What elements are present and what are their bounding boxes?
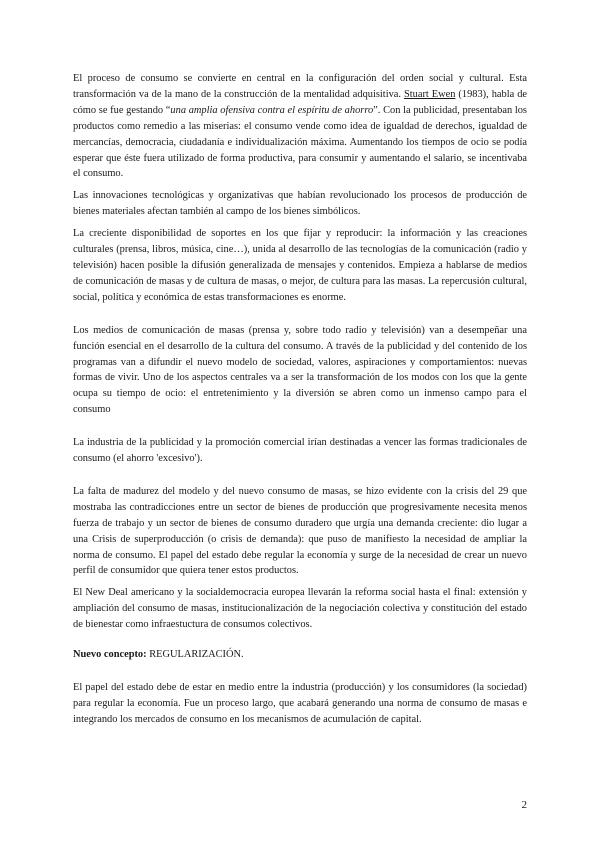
new-concept-line (73, 647, 527, 663)
paragraph-text: El proceso de consumo se convierte en central en la configuración del orden social y cultural. Esta transformación va de la mano de la construcción de la mentalidad adquisitiva. (73, 73, 527, 100)
paragraph-crisis-29: La falta de madurez del modelo y del nuevo consumo de masas, se hizo evidente con la crisis del 29 que mostraba las contradicciones entre un sector de bienes de producción que progresivamente necesita menos fuerza de trabajo y un sector de bienes de consumo duradero que urgía una demanda creciente: dio lugar a una Crisis de superproducción (o crisis de demanda): que puso de manifiesto la necesidad de ampliar la norma de consumo. El papel del estado debe regular la economía y surge de la necesidad de crear un nuevo perfil de consumidor que quiera tener estos productos. (73, 485, 527, 577)
italic-quote: una amplia ofensiva contra el espíritu de ahorro (170, 104, 374, 116)
paragraph-advertising-industry: La industria de la publicidad y la promoción comercial irían destinadas a vencer las formas tradicionales de consumo (el ahorro 'excesivo'). (73, 437, 527, 465)
paragraph-text: (1983), habla de cómo se fue gestando “ (73, 88, 527, 116)
paragraph-consumption-process (73, 71, 527, 182)
paragraph-innovations: Las innovaciones tecnológicas y organizativas que habían revolucionado los procesos de producción de bienes materiales afectan también al campo de los bienes simbólicos. (73, 190, 527, 218)
document-body (73, 71, 527, 728)
page-number: 2 (521, 799, 527, 811)
paragraph-new-deal: El New Deal americano y la socialdemocracia europea llevarán la reforma social hasta el final: extensión y ampliación del consumo de masas, institucionalización de la negociación colectiva y constitución del estado de bienestar como infraestuctura de consumos colectivos. (73, 587, 527, 631)
concept-label: Nuevo concepto: (73, 649, 147, 661)
paragraph-state-role: El papel del estado debe de estar en medio entre la industria (producción) y los consumidores (la sociedad) para regular la economía. Fue un proceso largo, que acabará generando una norma de consumo de masas e integrando los mercados de consumo en los mecanismos de acumulación de capital. (73, 682, 527, 725)
concept-value: REGULARIZACIÓN. (146, 649, 244, 661)
paragraph-media-supports: La creciente disponibilidad de soportes en los que fijar y reproducir: la información y las creaciones culturales (prensa, libros, música, cine…), unida al desarrollo de las tecnologías de la comunicación (radio y televisión) hacen posible la difusión generalizada de mensajes y contenidos. Empieza a hablarse de medios de comunicación de masas y de cultura de masas, o mejor, de cultura para las masas. La repercusión cultural, social, política y económica de estas transformaciones es enorme. (73, 228, 527, 303)
author-reference: Stuart Ewen (403, 88, 456, 100)
paragraph-mass-media: Los medios de comunicación de masas (prensa y, sobre todo radio y televisión) van a desempeñar una función esencial en el desarrollo de la cultura del consumo. A través de la publicidad y del contenido de los programas van a difundir el nuevo modelo de sociedad, valores, aspiraciones y comportamientos: nuevas formas de vivir. Uno de los aspectos centrales va a ser la transformación de los modos con los que la gente ocupa su tiempo de ocio: el entretenimiento y la diversión se abren como un inmenso campo para el consumo (73, 324, 527, 416)
paragraph-text: ”. Con la publicidad, presentaban los productos como remedio a las miserias: el consumo vende como idea de igualdad de derechos, igualdad de mercancías, democracia, ciudadanía e individualización máxima. Aumentando los tiempos de ocio se podía esperar que éste fuera utilizado de forma productiva, para consumir y aumentando el salario, se incentivaba el consumo. (73, 104, 527, 180)
